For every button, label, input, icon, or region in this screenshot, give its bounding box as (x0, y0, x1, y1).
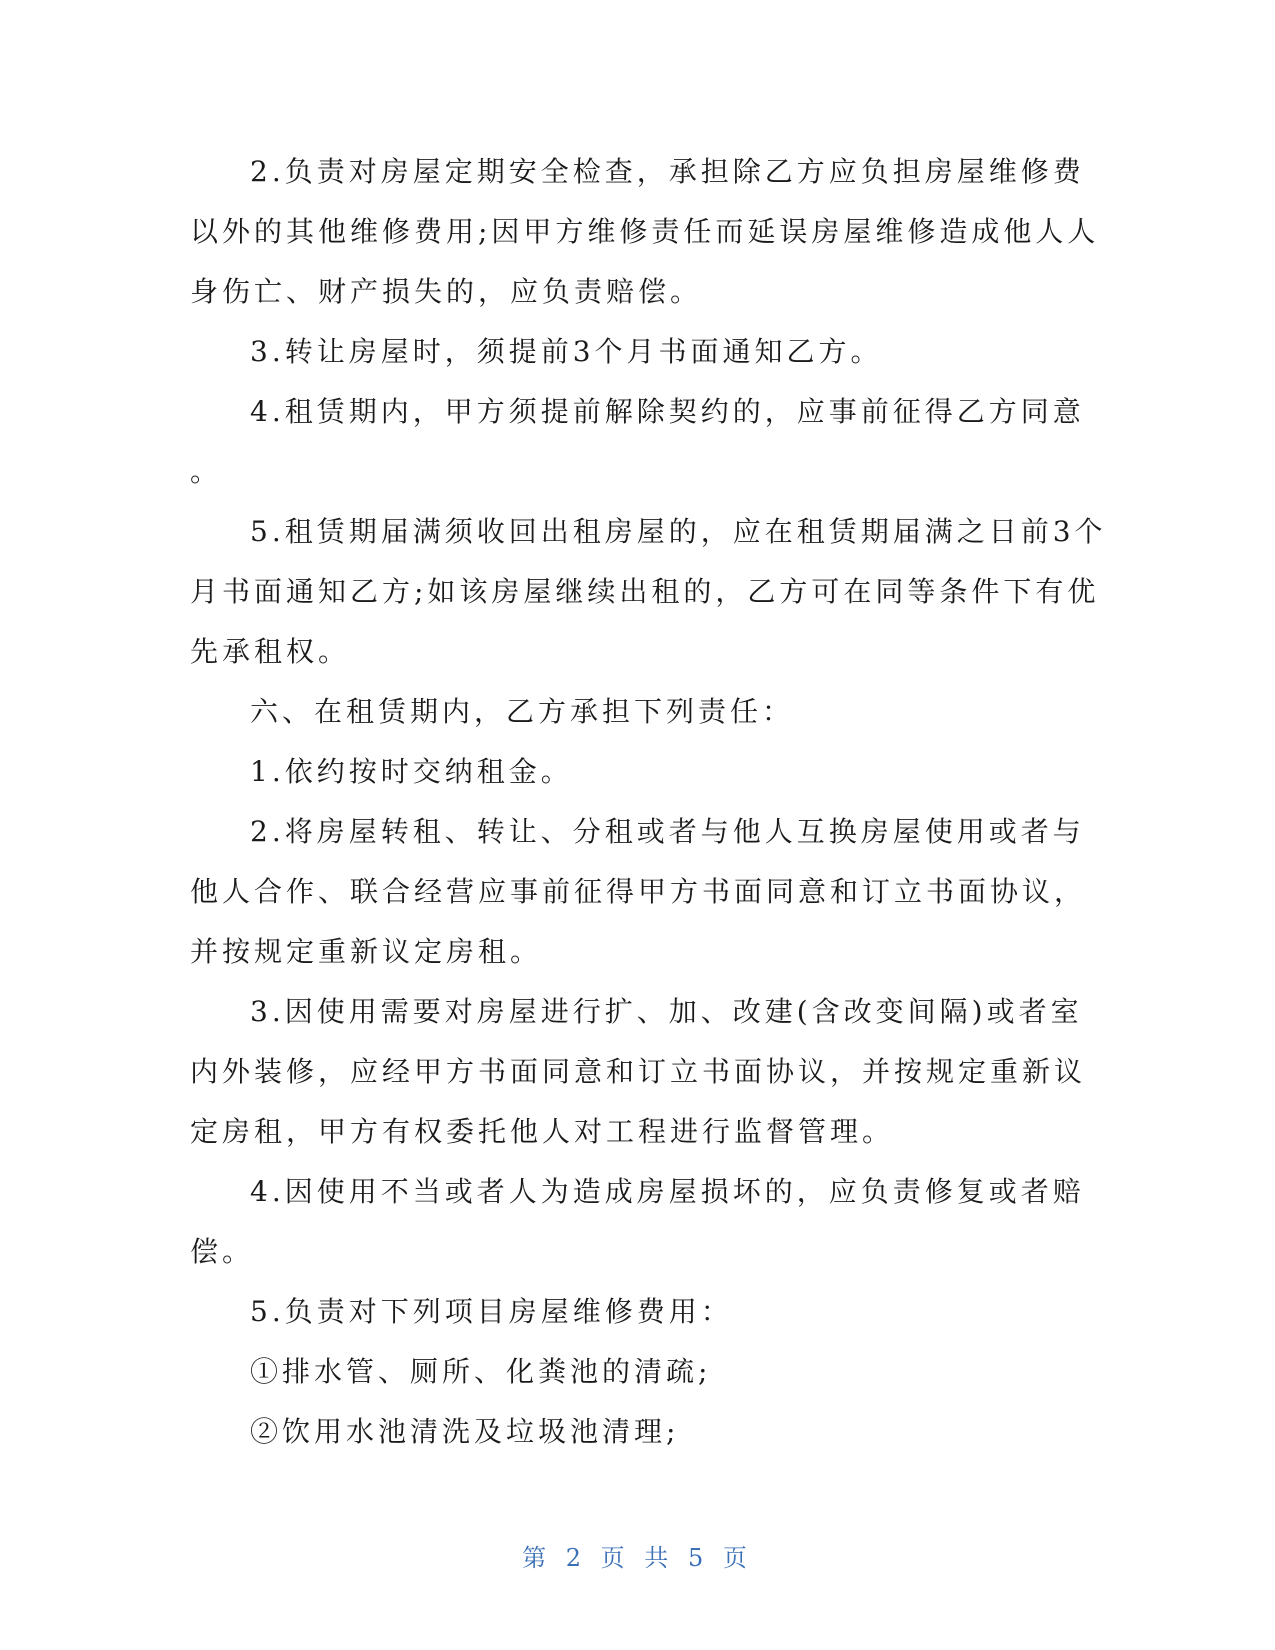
paragraph-line: 并按规定重新议定房租。 (190, 935, 543, 968)
paragraph-line: 先承租权。 (190, 635, 351, 668)
paragraph-line: 他人合作、联合经营应事前征得甲方书面同意和订立书面协议， (190, 875, 1087, 908)
paragraph-line: 以外的其他维修费用;因甲方维修责任而延误房屋维修造成他人人 (190, 215, 1100, 248)
paragraph-line: ①排水管、厕所、化粪池的清疏; (250, 1355, 712, 1388)
paragraph-line: 4.因使用不当或者人为造成房屋损坏的，应负责修复或者赔 (250, 1175, 1085, 1208)
paragraph-line: 内外装修，应经甲方书面同意和订立书面协议，并按规定重新议 (190, 1055, 1087, 1088)
paragraph (190, 742, 1085, 802)
list-item (190, 1342, 1085, 1402)
paragraph-line: 身伤亡、财产损失的，应负责赔偿。 (190, 275, 703, 308)
paragraph-line: 5.负责对下列项目房屋维修费用： (250, 1295, 733, 1328)
list-item (190, 1402, 1085, 1462)
paragraph (190, 382, 1085, 502)
paragraph-line: 六、在租赁期内，乙方承担下列责任： (250, 695, 795, 728)
paragraph (190, 322, 1085, 382)
paragraph (190, 982, 1085, 1162)
paragraph-line: 3.转让房屋时，须提前3个月书面通知乙方。 (250, 335, 883, 368)
paragraph (190, 802, 1085, 982)
paragraph-line: 3.因使用需要对房屋进行扩、加、改建(含改变间隔)或者室 (250, 995, 1083, 1028)
paragraph-line: 5.租赁期届满须收回出租房屋的，应在租赁期届满之日前3个 (250, 515, 1107, 548)
paragraph-line: 1.依约按时交纳租金。 (250, 755, 573, 788)
document-body (190, 142, 1107, 1462)
paragraph-line: 定房租，甲方有权委托他人对工程进行监督管理。 (190, 1115, 895, 1148)
paragraph-line: 2.将房屋转租、转让、分租或者与他人互换房屋使用或者与 (250, 815, 1085, 848)
paragraph-line: 2.负责对房屋定期安全检查，承担除乙方应负担房屋维修费 (250, 155, 1085, 188)
section-heading (190, 682, 1085, 742)
paragraph-line: 月书面通知乙方;如该房屋继续出租的，乙方可在同等条件下有优 (190, 575, 1100, 608)
paragraph-line: 。 (190, 455, 223, 488)
paragraph (190, 1282, 1085, 1342)
paragraph-line: ②饮用水池清洗及垃圾池清理; (250, 1415, 680, 1448)
paragraph-line: 偿。 (190, 1235, 255, 1268)
paragraph (190, 502, 1107, 682)
paragraph (190, 142, 1100, 322)
paragraph (190, 1162, 1085, 1282)
paragraph-line: 4.租赁期内，甲方须提前解除契约的，应事前征得乙方同意 (250, 395, 1085, 428)
page-number-footer: 第 2 页 共 5 页 (522, 1544, 753, 1572)
